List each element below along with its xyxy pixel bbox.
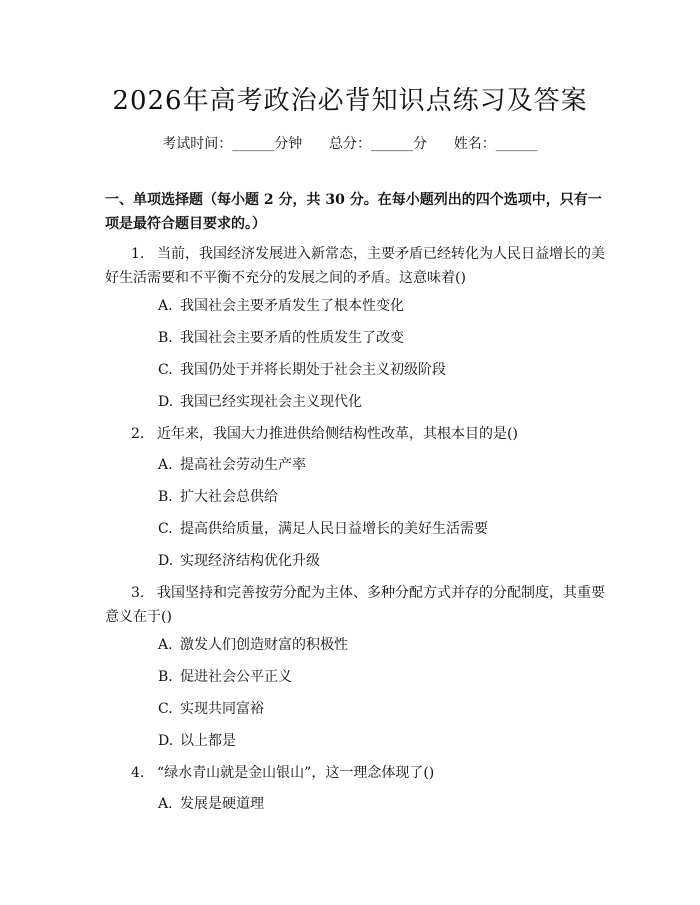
option-2c	[158, 518, 598, 540]
option-2d	[158, 550, 598, 572]
question-stem: 近年来，我国大力推进供给侧结构性改革，其根本目的是()	[157, 426, 518, 442]
option-text: 扩大社会总供给	[180, 489, 278, 505]
option-3d	[158, 730, 598, 752]
section-heading: 一、单项选择题（每小题 2 分，共 30 分。在每小题列出的四个选项中，只有一项是最符合题目要求的。）	[105, 192, 602, 232]
option-text: 促进社会公平正义	[180, 669, 292, 685]
name-blank: ______	[495, 136, 538, 152]
option-text: 以上都是	[180, 733, 236, 749]
question-stem: 当前，我国经济发展进入新常态，主要矛盾已经转化为人民日益增长的美好生活需要和不平衡不充分的发展之间的矛盾。这意味着()	[105, 246, 605, 286]
question-4	[105, 761, 605, 785]
option-label: C.	[158, 521, 173, 537]
time-label: 考试时间：	[162, 136, 233, 152]
name-label: 姓名：	[453, 136, 496, 152]
question-2	[105, 422, 605, 446]
time-unit: 分钟	[274, 136, 303, 152]
option-label: A.	[158, 298, 173, 314]
exam-meta-line	[0, 133, 700, 153]
option-text: 我国已经实现社会主义现代化	[180, 394, 362, 410]
option-text: 我国社会主要矛盾发生了根本性变化	[180, 298, 404, 314]
option-label: A.	[158, 796, 173, 812]
option-label: C.	[158, 362, 173, 378]
option-1d	[158, 391, 598, 413]
question-number: 3.	[131, 585, 145, 601]
option-label: A.	[158, 457, 173, 473]
option-label: B.	[158, 669, 173, 685]
option-label: C.	[158, 701, 173, 717]
option-3a	[158, 634, 598, 656]
option-1b	[158, 327, 598, 349]
question-stem: 我国坚持和完善按劳分配为主体、多种分配方式并存的分配制度，其重要意义在于()	[105, 585, 605, 625]
option-1a	[158, 295, 598, 317]
option-text: 我国仍处于并将长期处于社会主义初级阶段	[180, 362, 446, 378]
option-text: 我国社会主要矛盾的性质发生了改变	[180, 330, 404, 346]
option-label: D.	[158, 394, 174, 410]
option-4a	[158, 793, 598, 815]
question-stem: “绿水青山就是金山银山”，这一理念体现了()	[157, 765, 435, 781]
option-label: B.	[158, 330, 173, 346]
option-3b	[158, 666, 598, 688]
page-title: 2026年高考政治必背知识点练习及答案	[112, 86, 588, 116]
option-text: 提高供给质量，满足人民日益增长的美好生活需要	[180, 521, 488, 537]
question-number: 1.	[131, 246, 145, 262]
option-label: D.	[158, 553, 174, 569]
question-number: 2.	[131, 426, 145, 442]
time-blank: ______	[232, 136, 275, 152]
option-label: B.	[158, 489, 173, 505]
question-3	[105, 581, 605, 629]
option-2b	[158, 486, 598, 508]
option-2a	[158, 454, 598, 476]
score-unit: 分	[413, 136, 427, 152]
score-blank: ______	[371, 136, 413, 152]
option-text: 实现经济结构优化升级	[180, 553, 320, 569]
option-label: A.	[158, 637, 173, 653]
option-1c	[158, 359, 598, 381]
option-text: 激发人们创造财富的积极性	[180, 637, 348, 653]
score-label: 总分：	[329, 136, 371, 152]
question-number: 4.	[131, 765, 145, 781]
option-text: 实现共同富裕	[180, 701, 264, 717]
question-1	[105, 242, 605, 290]
option-3c	[158, 698, 598, 720]
option-label: D.	[158, 733, 174, 749]
option-text: 提高社会劳动生产率	[180, 457, 306, 473]
option-text: 发展是硬道理	[180, 796, 264, 812]
